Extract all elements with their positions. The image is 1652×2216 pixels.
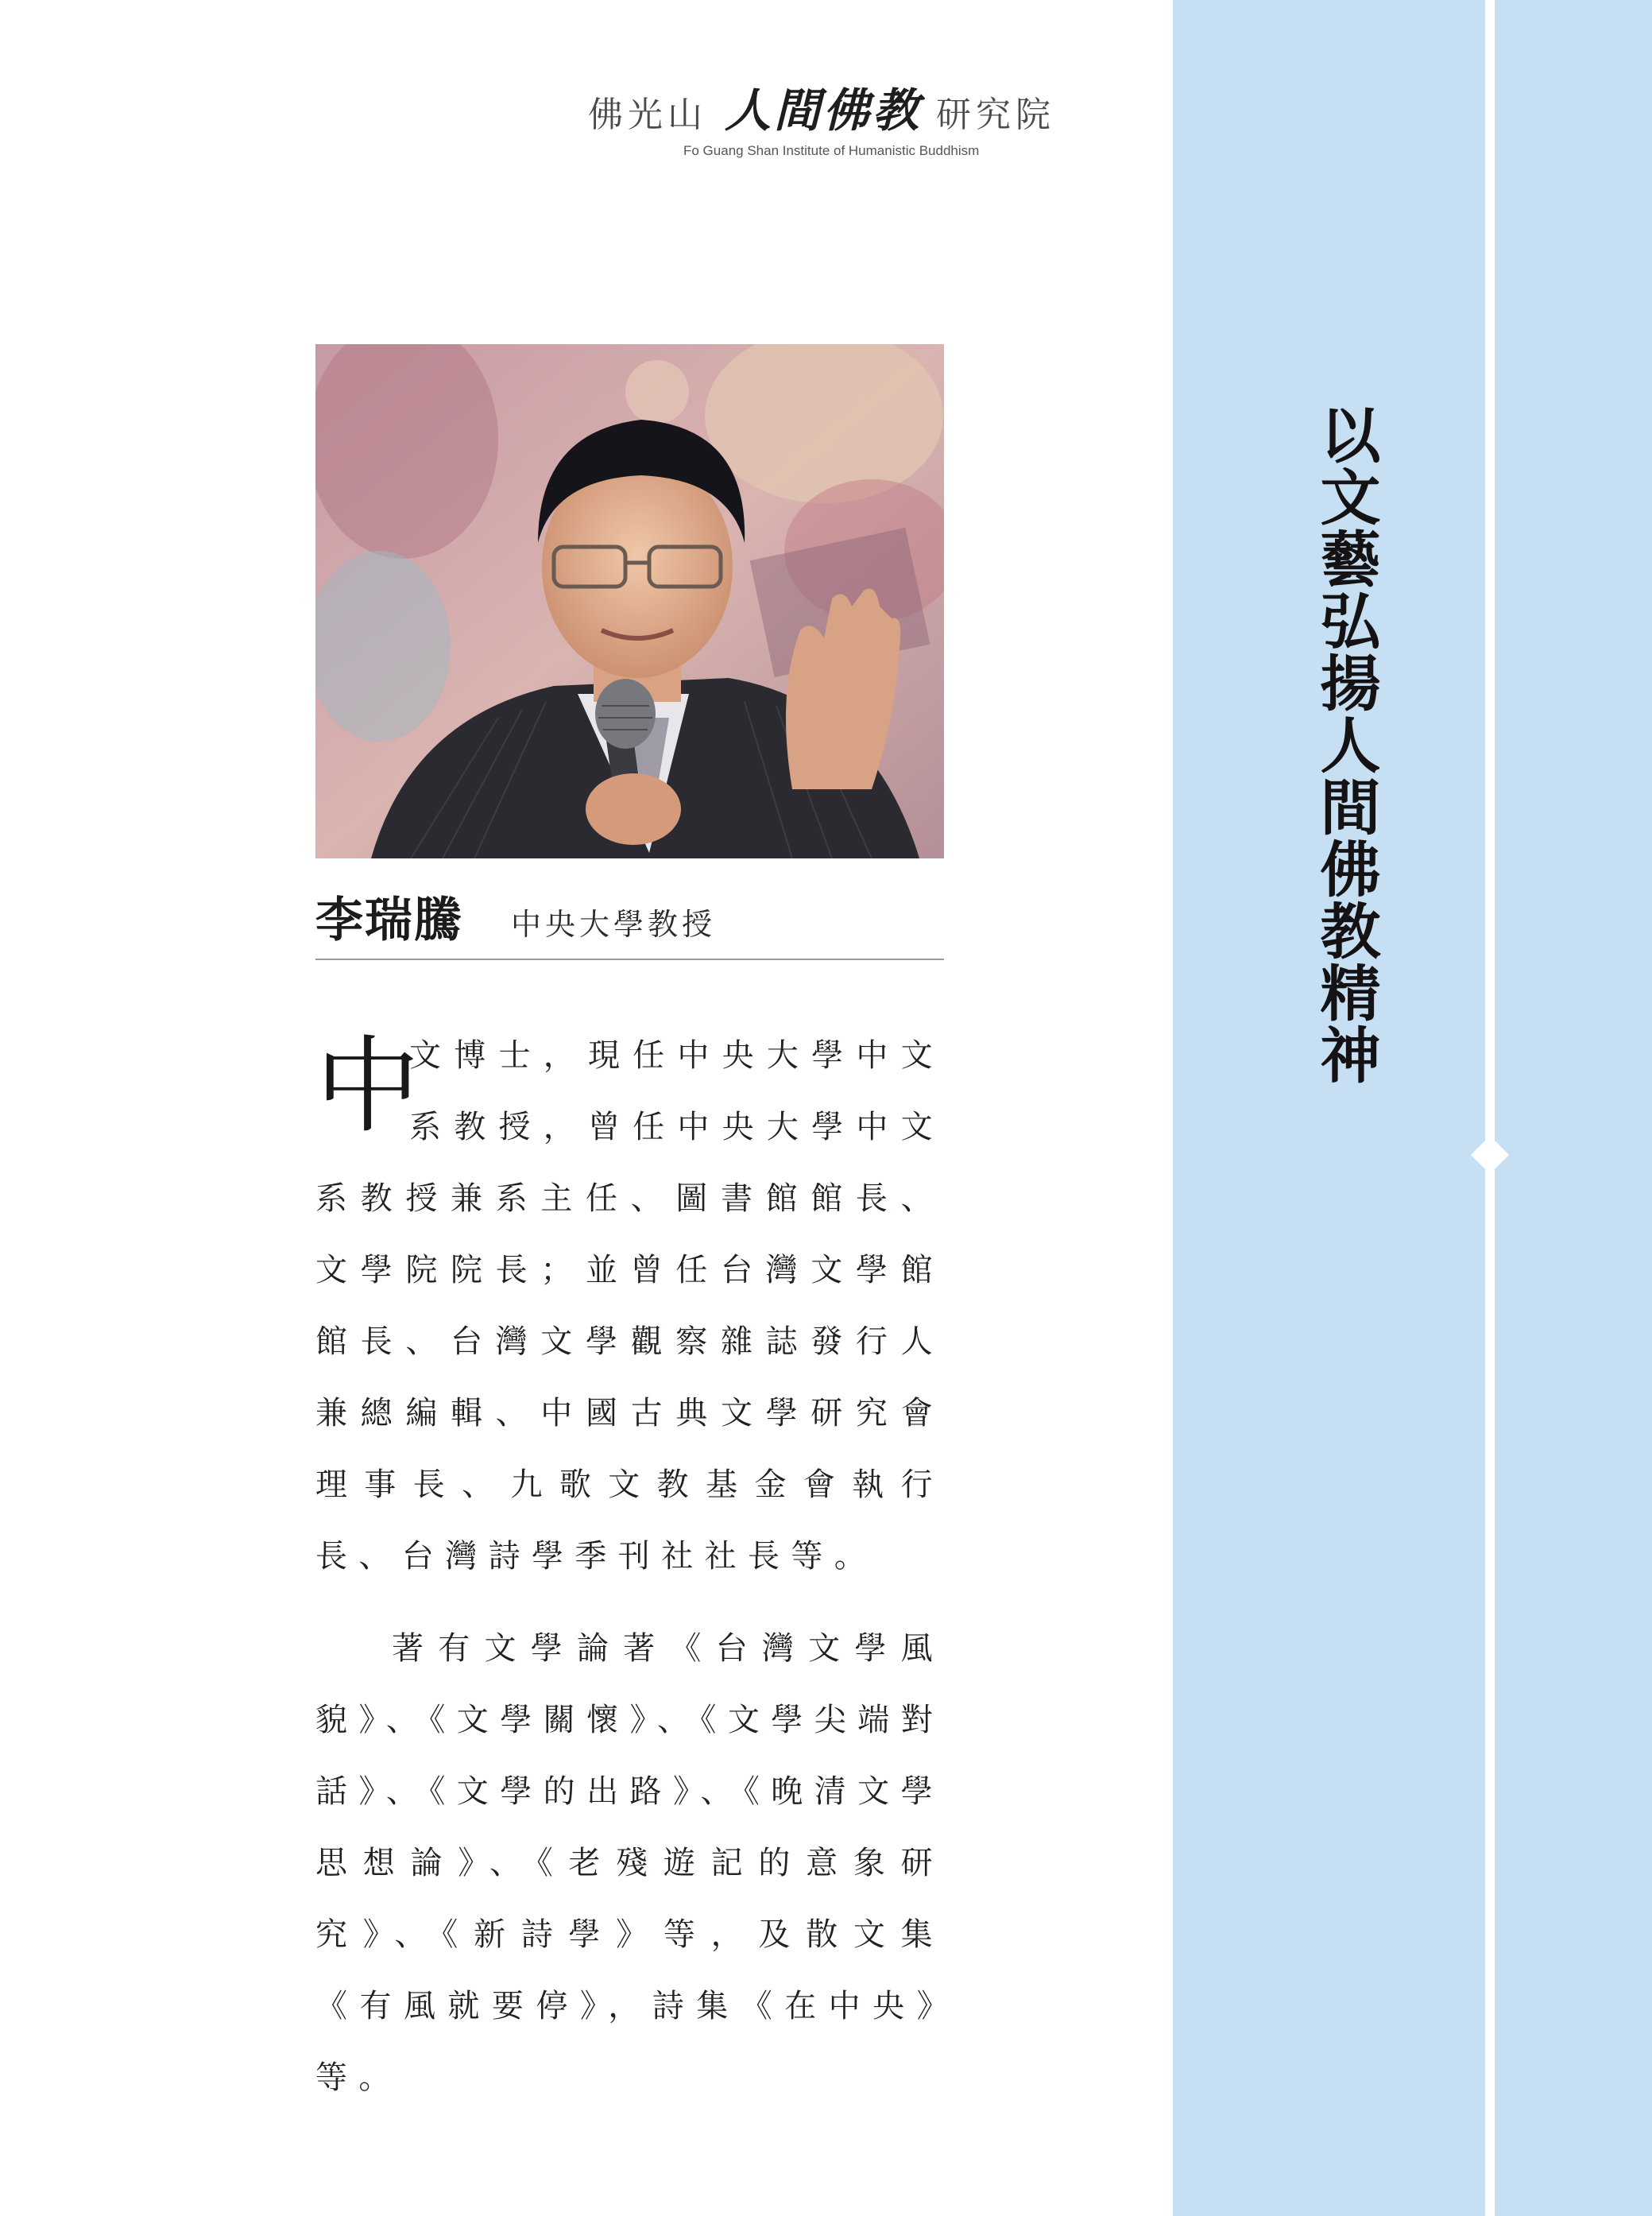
bio-paragraph-1: [315, 1020, 944, 1592]
logo-left-text: 佛光山: [588, 95, 707, 135]
person-name: 李瑞騰: [315, 893, 463, 948]
portrait-photo: [315, 344, 944, 858]
biography: [315, 1020, 944, 2113]
bio-paragraph-2: 著有文學論著《台灣文學風貌》、《文學關懷》、《文學尖端對話》、《文學的出路》、《晚清文學思想論》、《老殘遊記的意象研究》、《新詩學》等，及散文集《有風就要停》，詩集《在中央》等。: [315, 1630, 944, 2096]
sidebar-stripe: [1485, 0, 1495, 2216]
logo-script-text: 人間佛教: [725, 83, 923, 138]
logo-subtitle: Fo Guang Shan Institute of Humanistic Buddhism: [683, 143, 980, 158]
institute-logo: [588, 73, 1097, 161]
vertical-title: 以文藝弘揚人間佛教精神: [1310, 404, 1381, 1086]
drop-cap: 中: [315, 1025, 420, 1148]
logo-right-text: 研究院: [936, 95, 1056, 135]
person-position: 中央大學教授: [511, 907, 717, 942]
bio-paragraph-1-text: 文博士，現任中央大學中文系教授，曾任中央大學中文系教授兼系主任、圖書館館長、文學院院長；並曾任台灣文學館館長、台灣文學觀察雜誌發行人兼總編輯、中國古典文學研究會理事長、九歌文教基金會執行長、台灣詩學季刊社社長等。: [315, 1037, 944, 1575]
sidebar-band: [1173, 0, 1652, 2216]
name-row: [315, 882, 944, 960]
